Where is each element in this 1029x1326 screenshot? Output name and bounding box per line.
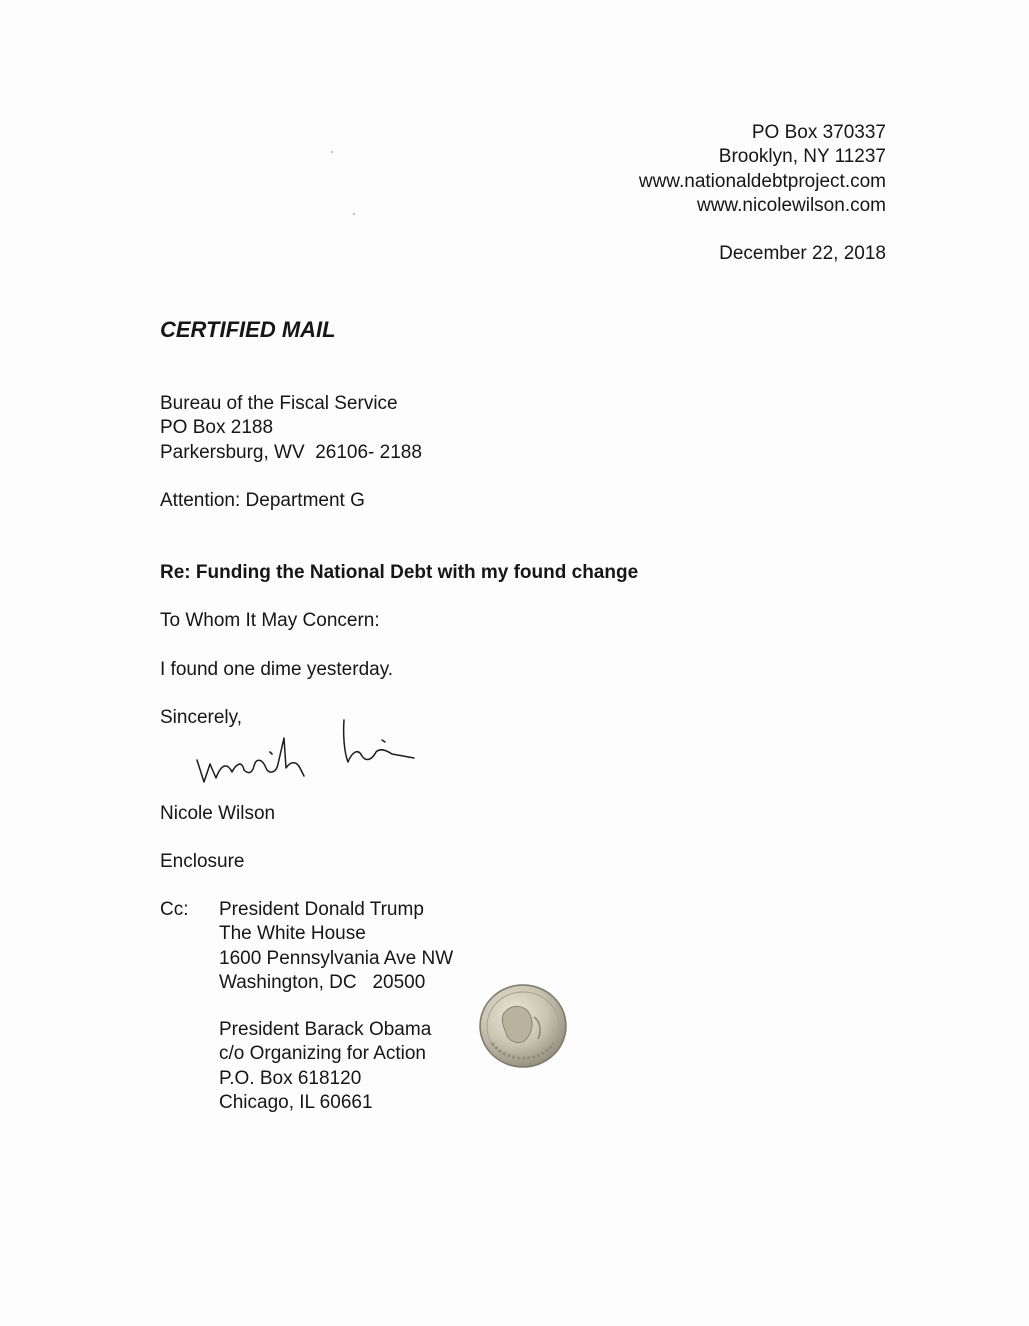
cc-recipient-line: P.O. Box 618120 bbox=[219, 1067, 362, 1089]
recipient-address-block bbox=[160, 392, 422, 465]
letter-body: I found one dime yesterday. bbox=[160, 659, 394, 680]
recipient-name: Bureau of the Fiscal Service bbox=[160, 393, 398, 414]
recipient-po-box: PO Box 2188 bbox=[160, 417, 274, 439]
cc-recipient-line: The White House bbox=[219, 923, 366, 945]
cc-recipient-line: Washington, DC 20500 bbox=[219, 971, 426, 993]
handwritten-signature bbox=[192, 712, 422, 792]
scan-speck bbox=[331, 151, 333, 153]
sender-city-line: Brooklyn, NY 11237 bbox=[718, 146, 886, 168]
sender-address-block bbox=[639, 121, 886, 218]
sender-website-1: www.nationaldebtproject.com bbox=[638, 170, 886, 192]
sender-po-box: PO Box 370337 bbox=[751, 122, 886, 143]
signer-name: Nicole Wilson bbox=[160, 803, 276, 824]
salutation: To Whom It May Concern: bbox=[160, 610, 380, 631]
letter-date: December 22, 2018 bbox=[719, 243, 886, 264]
cc-recipient-line: Chicago, IL 60661 bbox=[219, 1091, 373, 1113]
cc-label: Cc: bbox=[160, 899, 189, 920]
cc-recipient-line: 1600 Pennsylvania Ave NW bbox=[219, 947, 454, 969]
dime-coin-icon bbox=[478, 983, 568, 1069]
subject-line: Re: Funding the National Debt with my found change bbox=[160, 562, 639, 583]
enclosure-note: Enclosure bbox=[160, 851, 245, 872]
cc-recipient bbox=[219, 898, 453, 995]
recipient-city-line: Parkersburg, WV 26106- 2188 bbox=[160, 441, 422, 463]
sender-website-2: www.nicolewilson.com bbox=[696, 194, 886, 216]
scan-speck bbox=[353, 213, 355, 215]
cc-recipient-line: c/o Organizing for Action bbox=[219, 1043, 426, 1065]
delivery-method: CERTIFIED MAIL bbox=[160, 317, 336, 342]
cc-recipient bbox=[219, 1018, 431, 1115]
cc-recipient-name: President Barack Obama bbox=[219, 1019, 432, 1040]
cc-recipient-name: President Donald Trump bbox=[219, 899, 424, 920]
attention-line: Attention: Department G bbox=[160, 490, 365, 511]
closing: Sincerely, bbox=[160, 707, 243, 728]
